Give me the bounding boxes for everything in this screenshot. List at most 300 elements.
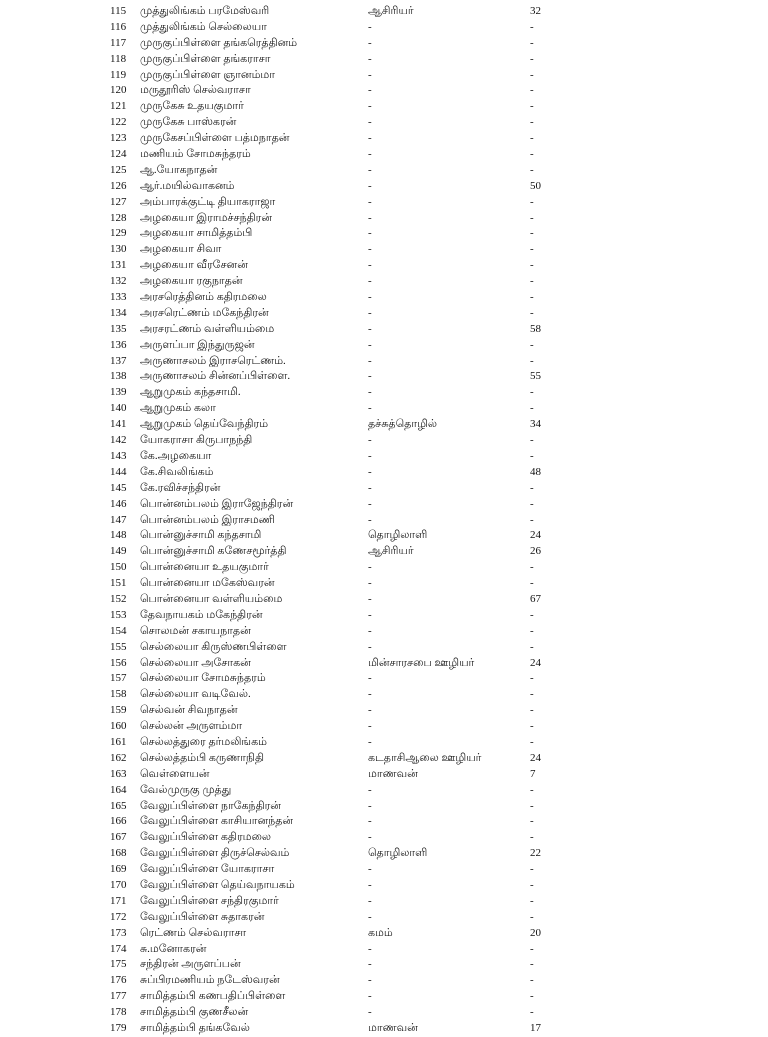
age: 26 — [530, 545, 541, 558]
age: - — [530, 513, 534, 526]
occupation: - — [368, 497, 372, 510]
person-name: பொன்னுச்சாமி கணேசமூர்த்தி — [140, 545, 287, 558]
age: 20 — [530, 926, 541, 939]
record-number: 154 — [110, 624, 127, 637]
age: - — [530, 910, 534, 923]
person-name: அரசரட்ணம் வள்ளியம்மை — [140, 322, 275, 335]
record-number: 120 — [110, 84, 127, 97]
person-name: ரெட்ணம் செல்வராசா — [140, 926, 247, 939]
age: - — [530, 878, 534, 891]
record-row — [0, 497, 768, 513]
person-name: பொன்னம்பலம் இராசமணி — [140, 513, 276, 526]
record-number: 158 — [110, 688, 127, 701]
record-number: 134 — [110, 306, 127, 319]
occupation: - — [368, 52, 372, 65]
age: - — [530, 449, 534, 462]
age: - — [530, 243, 534, 256]
record-row — [0, 99, 768, 115]
record-number: 140 — [110, 402, 127, 415]
record-row — [0, 687, 768, 703]
person-name: வேலுப்பிள்ளை சந்திரகுமார் — [140, 894, 279, 907]
occupation: கடதாசிஆலை ஊழியர் — [368, 751, 482, 764]
person-name: பொன்னுச்சாமி கந்தசாமி — [140, 529, 262, 542]
record-row — [0, 719, 768, 735]
age: 48 — [530, 465, 541, 478]
occupation: - — [368, 894, 372, 907]
person-name: அரசரெட்ணம் மகேந்திரன் — [140, 306, 269, 319]
age: - — [530, 20, 534, 33]
occupation: - — [368, 227, 372, 240]
record-row — [0, 592, 768, 608]
occupation: - — [368, 974, 372, 987]
person-name: வேலுப்பிள்ளை நாகேந்திரன் — [140, 799, 281, 812]
record-row — [0, 481, 768, 497]
record-number: 136 — [110, 338, 127, 351]
record-row — [0, 226, 768, 242]
age: 34 — [530, 418, 541, 431]
occupation: - — [368, 322, 372, 335]
record-number: 151 — [110, 577, 127, 590]
record-row — [0, 401, 768, 417]
record-number: 133 — [110, 291, 127, 304]
age: 24 — [530, 529, 541, 542]
age: - — [530, 291, 534, 304]
age: - — [530, 799, 534, 812]
person-name: அழகையா வீரசேனன் — [140, 259, 248, 272]
occupation: - — [368, 84, 372, 97]
age: - — [530, 624, 534, 637]
occupation: கமம் — [368, 926, 393, 939]
person-name: ஆர்.மயில்வாகனம் — [140, 179, 235, 192]
record-number: 139 — [110, 386, 127, 399]
age: - — [530, 958, 534, 971]
record-number: 128 — [110, 211, 127, 224]
occupation: - — [368, 20, 372, 33]
record-row — [0, 465, 768, 481]
person-name: சுப்பிரமணியம் நடேஸ்வரன் — [140, 974, 280, 987]
age: - — [530, 338, 534, 351]
record-number: 121 — [110, 100, 127, 113]
age: - — [530, 116, 534, 129]
occupation: - — [368, 354, 372, 367]
record-row — [0, 52, 768, 68]
person-name: சந்திரன் அருளப்பன் — [140, 958, 241, 971]
record-number: 135 — [110, 322, 127, 335]
record-row — [0, 878, 768, 894]
record-row — [0, 640, 768, 656]
occupation: - — [368, 386, 372, 399]
age: 67 — [530, 592, 541, 605]
person-name: அம்பாரக்குட்டி தியாகராஜா — [140, 195, 276, 208]
record-row — [0, 20, 768, 36]
record-number: 169 — [110, 863, 127, 876]
person-name: யோகராசா கிருபாநந்தி — [140, 434, 253, 447]
age: - — [530, 577, 534, 590]
record-row — [0, 322, 768, 338]
age: - — [530, 672, 534, 685]
record-row — [0, 449, 768, 465]
occupation: ஆசிரியர் — [368, 545, 414, 558]
record-row — [0, 735, 768, 751]
age: - — [530, 100, 534, 113]
age: 24 — [530, 751, 541, 764]
record-row — [0, 354, 768, 370]
occupation: - — [368, 132, 372, 145]
age: - — [530, 402, 534, 415]
record-row — [0, 385, 768, 401]
occupation: - — [368, 624, 372, 637]
occupation: - — [368, 306, 372, 319]
occupation: மாணவன் — [368, 1022, 418, 1034]
person-name: சாமித்தம்பி குணசீலன் — [140, 1006, 249, 1019]
record-row — [0, 671, 768, 687]
age: - — [530, 831, 534, 844]
occupation: - — [368, 513, 372, 526]
age: - — [530, 148, 534, 161]
occupation: - — [368, 863, 372, 876]
person-name: செல்லன் அருளம்மா — [140, 720, 243, 733]
occupation: - — [368, 878, 372, 891]
record-row — [0, 957, 768, 973]
record-number: 153 — [110, 608, 127, 621]
person-name: ஆறுமுகம் கலா — [140, 402, 216, 415]
record-number: 173 — [110, 926, 127, 939]
record-row — [0, 624, 768, 640]
record-number: 179 — [110, 1022, 127, 1034]
person-name: முருகேசு உதயகுமார் — [140, 100, 244, 113]
record-number: 141 — [110, 418, 127, 431]
person-name: சாமித்தம்பி கணபதிப்பிள்ளை — [140, 990, 286, 1003]
occupation: மாணவன் — [368, 767, 418, 780]
record-number: 137 — [110, 354, 127, 367]
age: - — [530, 990, 534, 1003]
record-number: 170 — [110, 878, 127, 891]
age: - — [530, 211, 534, 224]
occupation: தொழிலாளி — [368, 847, 428, 860]
record-number: 161 — [110, 735, 127, 748]
age: - — [530, 227, 534, 240]
age: - — [530, 132, 534, 145]
record-number: 156 — [110, 656, 127, 669]
occupation: தொழிலாளி — [368, 529, 428, 542]
person-name: சாமித்தம்பி தங்கவேல் — [140, 1022, 250, 1034]
record-row — [0, 894, 768, 910]
age: - — [530, 688, 534, 701]
record-row — [0, 528, 768, 544]
occupation: - — [368, 291, 372, 304]
age: 24 — [530, 656, 541, 669]
occupation: - — [368, 783, 372, 796]
age: - — [530, 704, 534, 717]
age: - — [530, 497, 534, 510]
record-row — [0, 560, 768, 576]
occupation: - — [368, 1006, 372, 1019]
occupation: - — [368, 36, 372, 49]
record-row — [0, 751, 768, 767]
occupation: - — [368, 243, 372, 256]
occupation: - — [368, 68, 372, 81]
record-row — [0, 163, 768, 179]
record-row — [0, 608, 768, 624]
age: - — [530, 306, 534, 319]
record-number: 175 — [110, 958, 127, 971]
age: - — [530, 783, 534, 796]
occupation: - — [368, 640, 372, 653]
record-number: 152 — [110, 592, 127, 605]
age: - — [530, 36, 534, 49]
record-number: 123 — [110, 132, 127, 145]
occupation: - — [368, 720, 372, 733]
record-number: 172 — [110, 910, 127, 923]
record-number: 174 — [110, 942, 127, 955]
age: - — [530, 720, 534, 733]
age: - — [530, 275, 534, 288]
person-name: அழகையா இராமச்சந்திரன் — [140, 211, 273, 224]
person-name: தேவநாயகம் மகேந்திரன் — [140, 608, 263, 621]
record-number: 115 — [110, 5, 127, 17]
record-row — [0, 258, 768, 274]
person-name: வேலுப்பிள்ளை காசியானந்தன் — [140, 815, 294, 828]
age: - — [530, 561, 534, 574]
person-name: வேலுப்பிள்ளை தெய்வநாயகம் — [140, 878, 295, 891]
person-name: பொன்னையா மகேஸ்வரன் — [140, 577, 275, 590]
record-number: 148 — [110, 529, 127, 542]
age: - — [530, 735, 534, 748]
occupation: - — [368, 942, 372, 955]
record-row — [0, 290, 768, 306]
record-number: 167 — [110, 831, 127, 844]
age: - — [530, 815, 534, 828]
record-number: 143 — [110, 449, 127, 462]
age: - — [530, 481, 534, 494]
record-row — [0, 68, 768, 84]
person-name: முத்துலிங்கம் பரமேஸ்வரி — [140, 5, 270, 17]
person-name: கே.ரவிச்சந்திரன் — [140, 481, 221, 494]
record-row — [0, 910, 768, 926]
record-number: 160 — [110, 720, 127, 733]
record-row — [0, 179, 768, 195]
person-name: முருகுப்பிள்ளை ஞானம்மா — [140, 68, 276, 81]
person-name: கே.சிவலிங்கம் — [140, 465, 214, 478]
age: - — [530, 386, 534, 399]
person-name: கே.அழகையா — [140, 449, 212, 462]
age: 55 — [530, 370, 541, 383]
record-number: 144 — [110, 465, 127, 478]
age: 17 — [530, 1022, 541, 1034]
record-row — [0, 147, 768, 163]
occupation: - — [368, 577, 372, 590]
occupation: - — [368, 100, 372, 113]
record-number: 171 — [110, 894, 127, 907]
occupation: - — [368, 561, 372, 574]
record-number: 157 — [110, 672, 127, 685]
record-number: 117 — [110, 36, 127, 49]
record-number: 163 — [110, 767, 127, 780]
record-number: 124 — [110, 148, 127, 161]
record-row — [0, 767, 768, 783]
age: 58 — [530, 322, 541, 335]
age: - — [530, 68, 534, 81]
record-row — [0, 306, 768, 322]
occupation: - — [368, 608, 372, 621]
person-name: சு.மனோகரன் — [140, 942, 207, 955]
occupation: - — [368, 704, 372, 717]
person-name: வேலுப்பிள்ளை யோகராசா — [140, 863, 275, 876]
age: 32 — [530, 5, 541, 17]
age: - — [530, 894, 534, 907]
record-number: 142 — [110, 434, 127, 447]
record-row — [0, 83, 768, 99]
person-name: அழகையா சாமித்தம்பி — [140, 227, 253, 240]
occupation: - — [368, 449, 372, 462]
record-row — [0, 513, 768, 529]
record-row — [0, 4, 768, 20]
occupation: - — [368, 481, 372, 494]
record-row — [0, 544, 768, 560]
occupation: - — [368, 799, 372, 812]
occupation: - — [368, 116, 372, 129]
record-number: 127 — [110, 195, 127, 208]
person-name: அழகையா ரகுநாதன் — [140, 275, 243, 288]
record-row — [0, 703, 768, 719]
occupation: - — [368, 434, 372, 447]
record-number: 166 — [110, 815, 127, 828]
age: 22 — [530, 847, 541, 860]
age: - — [530, 863, 534, 876]
age: - — [530, 259, 534, 272]
age: - — [530, 942, 534, 955]
person-name: பொன்னையா வள்ளியம்மை — [140, 592, 283, 605]
occupation: - — [368, 179, 372, 192]
person-name: மணியம் சோமசுந்தரம் — [140, 148, 251, 161]
record-number: 126 — [110, 179, 127, 192]
record-number: 177 — [110, 990, 127, 1003]
age: 7 — [530, 767, 536, 780]
age: - — [530, 434, 534, 447]
occupation: - — [368, 815, 372, 828]
record-number: 125 — [110, 163, 127, 176]
person-name: செல்லையா வடிவேல். — [140, 688, 251, 701]
record-list — [0, 4, 768, 1037]
age: - — [530, 1006, 534, 1019]
age: - — [530, 84, 534, 97]
record-number: 149 — [110, 545, 127, 558]
record-number: 118 — [110, 52, 127, 65]
record-number: 122 — [110, 116, 127, 129]
record-row — [0, 417, 768, 433]
person-name: செல்லையா அசோகன் — [140, 656, 251, 669]
person-name: ஆறுமுகம் தெய்வேந்திரம் — [140, 418, 269, 431]
occupation: - — [368, 370, 372, 383]
record-row — [0, 973, 768, 989]
age: 50 — [530, 179, 541, 192]
occupation: ஆசிரியர் — [368, 5, 414, 17]
record-row — [0, 195, 768, 211]
record-row — [0, 814, 768, 830]
age: - — [530, 608, 534, 621]
age: - — [530, 354, 534, 367]
record-row — [0, 1005, 768, 1021]
record-number: 145 — [110, 481, 127, 494]
record-row — [0, 989, 768, 1005]
record-row — [0, 1021, 768, 1037]
record-number: 155 — [110, 640, 127, 653]
person-name: செல்லையா கிருஸ்ணபிள்ளை — [140, 640, 287, 653]
person-name: முருகேசப்பிள்ளை பத்மநாதன் — [140, 132, 290, 145]
record-number: 147 — [110, 513, 127, 526]
record-row — [0, 211, 768, 227]
occupation: - — [368, 338, 372, 351]
occupation: - — [368, 163, 372, 176]
occupation: மின்சாரசபை ஊழியர் — [368, 656, 475, 669]
record-number: 168 — [110, 847, 127, 860]
record-number: 130 — [110, 243, 127, 256]
record-row — [0, 862, 768, 878]
person-name: அருளப்பா இந்துருஜன் — [140, 338, 255, 351]
occupation: - — [368, 910, 372, 923]
record-number: 159 — [110, 704, 127, 717]
record-row — [0, 115, 768, 131]
occupation: - — [368, 465, 372, 478]
record-row — [0, 242, 768, 258]
occupation: - — [368, 990, 372, 1003]
person-name: ஆறுமுகம் கந்தசாமி. — [140, 386, 241, 399]
record-row — [0, 783, 768, 799]
person-name: செல்லத்தம்பி கருணாநிதி — [140, 751, 264, 764]
person-name: ஆ.யோகநாதன் — [140, 163, 218, 176]
record-number: 138 — [110, 370, 127, 383]
record-row — [0, 656, 768, 672]
record-number: 119 — [110, 68, 127, 81]
age: - — [530, 195, 534, 208]
record-number: 165 — [110, 799, 127, 812]
person-name: செல்லத்துரை தர்மலிங்கம் — [140, 735, 267, 748]
record-row — [0, 926, 768, 942]
occupation: - — [368, 958, 372, 971]
person-name: பொன்னையா உதயகுமார் — [140, 561, 269, 574]
age: - — [530, 640, 534, 653]
occupation: - — [368, 275, 372, 288]
occupation: - — [368, 195, 372, 208]
person-name: அரசரெத்தினம் கதிரமலை — [140, 291, 267, 304]
age: - — [530, 52, 534, 65]
occupation: - — [368, 831, 372, 844]
occupation: - — [368, 259, 372, 272]
person-name: முருகேசு பாஸ்கரன் — [140, 116, 237, 129]
record-row — [0, 433, 768, 449]
person-name: மருதூரிஸ் செல்வராசா — [140, 84, 251, 97]
person-name: முருகுப்பிள்ளை தங்கராசா — [140, 52, 271, 65]
record-row — [0, 338, 768, 354]
person-name: செல்லையா சோமசுந்தரம் — [140, 672, 266, 685]
person-name: அழகையா சிவா — [140, 243, 222, 256]
record-number: 164 — [110, 783, 127, 796]
age: - — [530, 163, 534, 176]
occupation: - — [368, 402, 372, 415]
occupation: - — [368, 148, 372, 161]
record-row — [0, 131, 768, 147]
record-row — [0, 830, 768, 846]
person-name: சொலமன் சகாயநாதன் — [140, 624, 251, 637]
record-number: 162 — [110, 751, 127, 764]
occupation: - — [368, 211, 372, 224]
person-name: வேல்முருகு முத்து — [140, 783, 232, 796]
person-name: செல்வன் சிவநாதன் — [140, 704, 238, 717]
person-name: முருகுப்பிள்ளை தங்கரெத்தினம் — [140, 36, 298, 49]
record-number: 150 — [110, 561, 127, 574]
person-name: பொன்னம்பலம் இராஜேந்திரன் — [140, 497, 294, 510]
record-number: 178 — [110, 1006, 127, 1019]
